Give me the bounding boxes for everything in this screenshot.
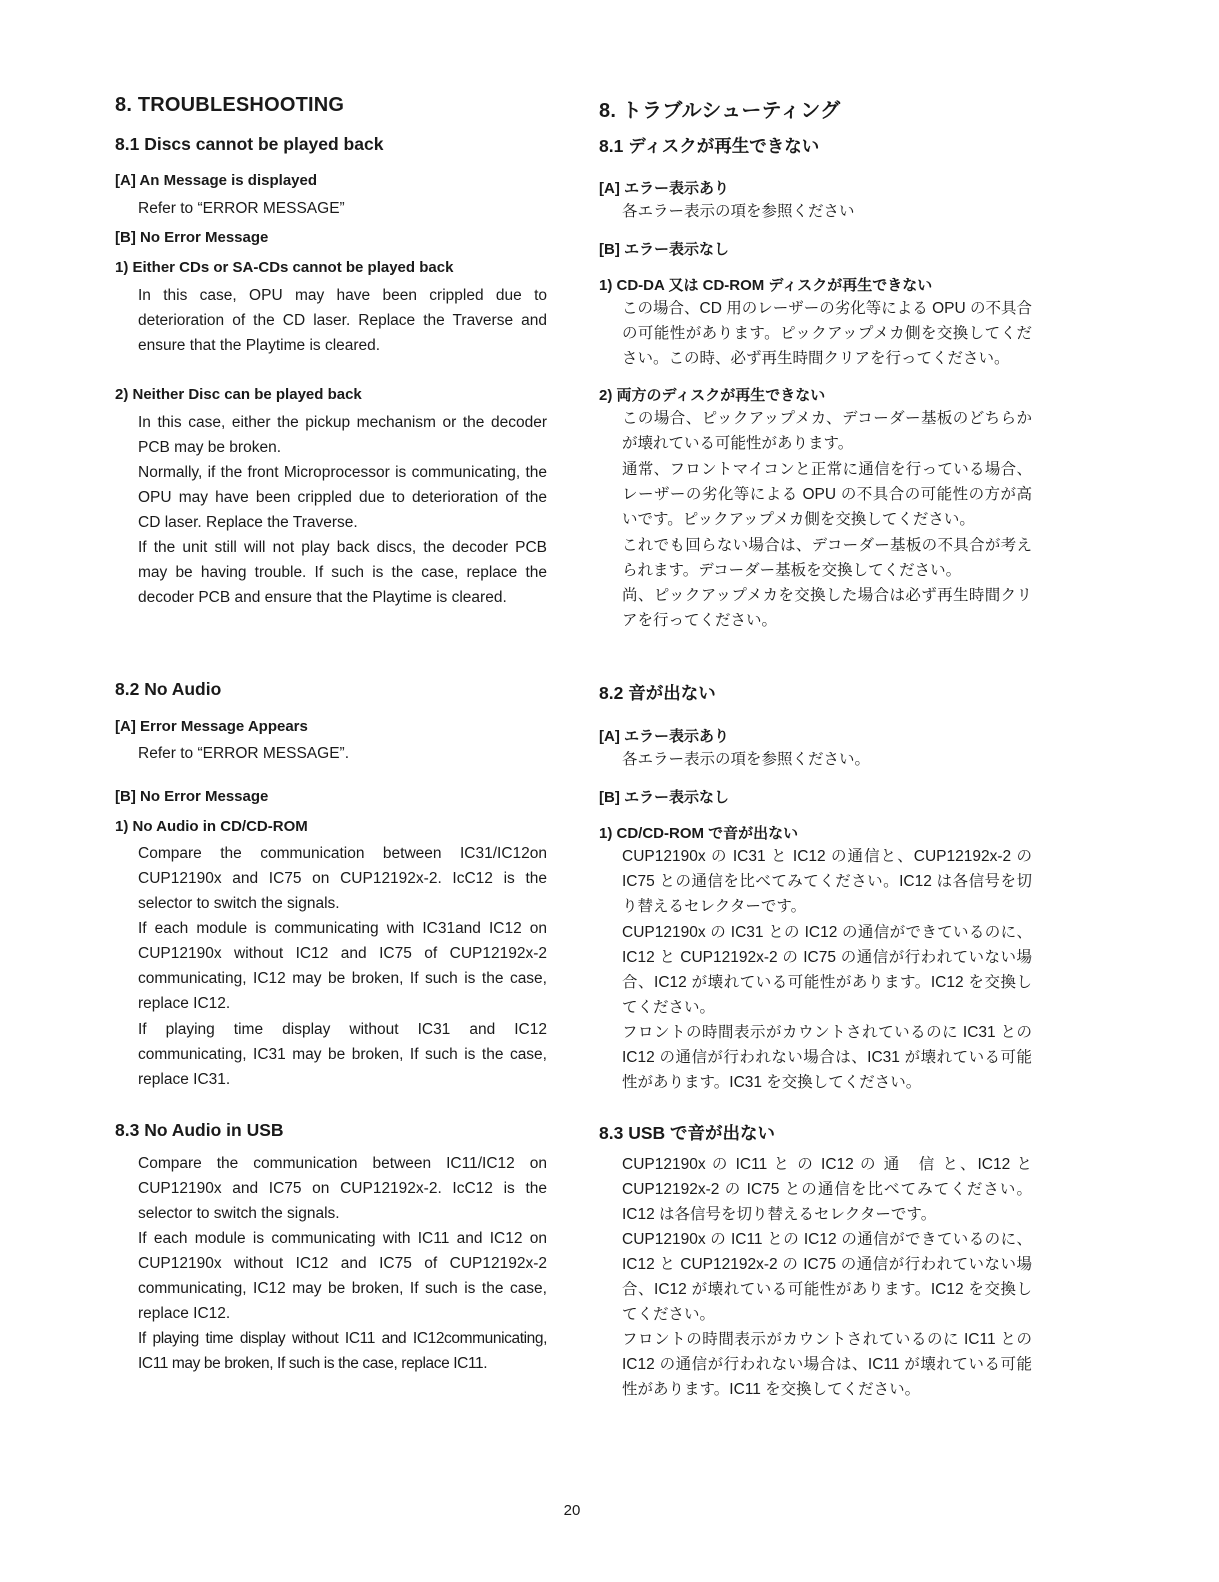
s81-item2-label-en: 2) Neither Disc can be played back xyxy=(115,386,362,403)
s82-p3-ja: フロントの時間表示がカウントされているのに IC31 との IC12 の通信が行われない場合は、IC31 が壊れている可能性があります。IC31 を交換してください。 xyxy=(622,1024,1032,1092)
s83-p2-en: If each module is communicating with IC11 and IC12 on CUP12190x without IC12 and IC75 of CUP12192x-2 communicating, IC12 may be broken, If such is the case, replace IC12. xyxy=(138,1230,547,1323)
s81-a-label-en: [A] An Message is displayed xyxy=(115,172,318,189)
section-8-1-heading-en: 8.1 Discs cannot be played back xyxy=(115,134,384,154)
s81-a-text-ja: 各エラー表示の項を参照ください xyxy=(622,203,855,220)
s82-item1-label-ja: 1) CD/CD-ROM で音が出ない xyxy=(599,825,799,842)
section-8-1-heading-ja: 8.1 ディスクが再生できない xyxy=(599,136,820,156)
s81-item2-p1-ja: この場合、ピックアップメカ、デコーダー基板のどちらかが壊れている可能性があります。 xyxy=(622,410,1032,453)
s82-b-label-en: [B] No Error Message xyxy=(115,788,269,805)
section-8-3-heading-ja: 8.3 USB で音が出ない xyxy=(599,1123,775,1143)
s81-item1-label-ja: 1) CD-DA 又は CD-ROM ディスクが再生できない xyxy=(599,277,933,294)
s82-b-label-ja: [B] エラー表示なし xyxy=(599,789,729,806)
s83-p3-en: If playing time display without IC11 and IC12communicating, IC11 may be broken, If such is the case, replace IC11. xyxy=(138,1330,547,1373)
s82-a-text-ja: 各エラー表示の項を参照ください。 xyxy=(622,751,871,768)
s81-item2-p3-ja: これでも回らない場合は、デコーダー基板の不具合が考えられます。デコーダー基板を交換してください。 xyxy=(622,537,1032,580)
s81-item2-p3-en: If the unit still will not play back discs, the decoder PCB may be having trouble. If such is the case, replace the decoder PCB and ensure that the Playtime is cleared. xyxy=(138,539,547,607)
section-8-2-heading-en: 8.2 No Audio xyxy=(115,679,222,699)
s81-b-label-en: [B] No Error Message xyxy=(115,229,269,246)
s82-a-label-en: [A] Error Message Appears xyxy=(115,718,308,735)
s83-p1-en: Compare the communication between IC11/IC12 on CUP12190x and IC75 on CUP12192x-2. IcC12 is the selector to switch the signals. xyxy=(138,1155,547,1223)
s83-p2-ja: CUP12190x の IC11 との IC12 の通信ができているのに、IC12 と CUP12192x-2 の IC75 の通信が行われていない場合、IC12 が壊れている可能性があります。IC12 を交換してください。 xyxy=(622,1231,1032,1324)
s81-b-label-ja: [B] エラー表示なし xyxy=(599,241,729,258)
page-title-ja: 8. トラブルシューティング xyxy=(599,100,841,122)
s81-item2-label-ja: 2) 両方のディスクが再生できない xyxy=(599,387,826,404)
section-8-2-heading-ja: 8.2 音が出ない xyxy=(599,683,716,703)
s83-p3-ja: フロントの時間表示がカウントされているのに IC11 との IC12 の通信が行われない場合は、IC11 が壊れている可能性があります。IC11 を交換してください。 xyxy=(622,1331,1032,1399)
s81-item2-p2-ja: 通常、フロントマイコンと正常に通信を行っている場合、レーザーの劣化等による OPU の不具合の可能性の方が高いです。ピックアップメカ側を交換してください。 xyxy=(622,461,1032,529)
s82-p2-ja: CUP12190x の IC31 との IC12 の通信ができているのに、IC12 と CUP12192x-2 の IC75 の通信が行われていない場合、IC12 が壊れている可能性があります。IC12 を交換してください。 xyxy=(622,924,1032,1017)
s82-p2-en: If each module is communicating with IC31and IC12 on CUP12190x without IC12 and IC75 of CUP12192x-2 communicating, IC12 may be broken, If such is the case, replace IC12. xyxy=(138,920,547,1013)
s81-item2-p4-ja: 尚、ピックアップメカを交換した場合は必ず再生時間クリアを行ってください。 xyxy=(622,587,1032,630)
s82-p3-en: If playing time display without IC31 and IC12 communicating, IC31 may be broken, If such is the case, replace IC31. xyxy=(138,1021,547,1089)
s82-p1-en: Compare the communication between IC31/IC12on CUP12190x and IC75 on CUP12192x-2. IcC12 is the selector to switch the signals. xyxy=(138,845,547,913)
s81-item2-p1-en: In this case, either the pickup mechanism or the decoder PCB may be broken. xyxy=(138,414,547,457)
s81-a-text-en: Refer to “ERROR MESSAGE” xyxy=(138,200,345,217)
section-8-3-heading-en: 8.3 No Audio in USB xyxy=(115,1120,284,1140)
s81-item1-label-en: 1) Either CDs or SA-CDs cannot be played back xyxy=(115,259,454,276)
page-title-en: 8. TROUBLESHOOTING xyxy=(115,94,345,116)
s82-a-text-en: Refer to “ERROR MESSAGE”. xyxy=(138,745,350,762)
page-number: 20 xyxy=(563,1502,581,1519)
s81-item1-text-ja: この場合、CD 用のレーザーの劣化等による OPU の不具合の可能性があります。ピックアップメカ側を交換してください。この時、必ず再生時間クリアを行ってください。 xyxy=(622,300,1032,368)
s81-a-label-ja: [A] エラー表示あり xyxy=(599,180,729,197)
s81-item1-text-en: In this case, OPU may have been crippled due to deterioration of the CD laser. Replace the Traverse and ensure that the Playtime is cleared. xyxy=(138,287,547,355)
s81-item2-p2-en: Normally, if the front Microprocessor is communicating, the OPU may have been crippled due to deterioration of the CD laser. Replace the Traverse. xyxy=(138,464,547,532)
s83-p1-ja: CUP12190x の IC11 と の IC12 の 通 信 と、IC12 と CUP12192x-2 の IC75 との通信を比べてみてください。IC12 は各信号を切り替えるセレクターです。 xyxy=(622,1156,1032,1224)
s82-a-label-ja: [A] エラー表示あり xyxy=(599,728,729,745)
s82-item1-label-en: 1) No Audio in CD/CD-ROM xyxy=(115,818,308,835)
s82-p1-ja: CUP12190x の IC31 と IC12 の通信と、CUP12192x-2 の IC75 との通信を比べてみてください。IC12 は各信号を切り替えるセレクターです。 xyxy=(622,848,1032,916)
